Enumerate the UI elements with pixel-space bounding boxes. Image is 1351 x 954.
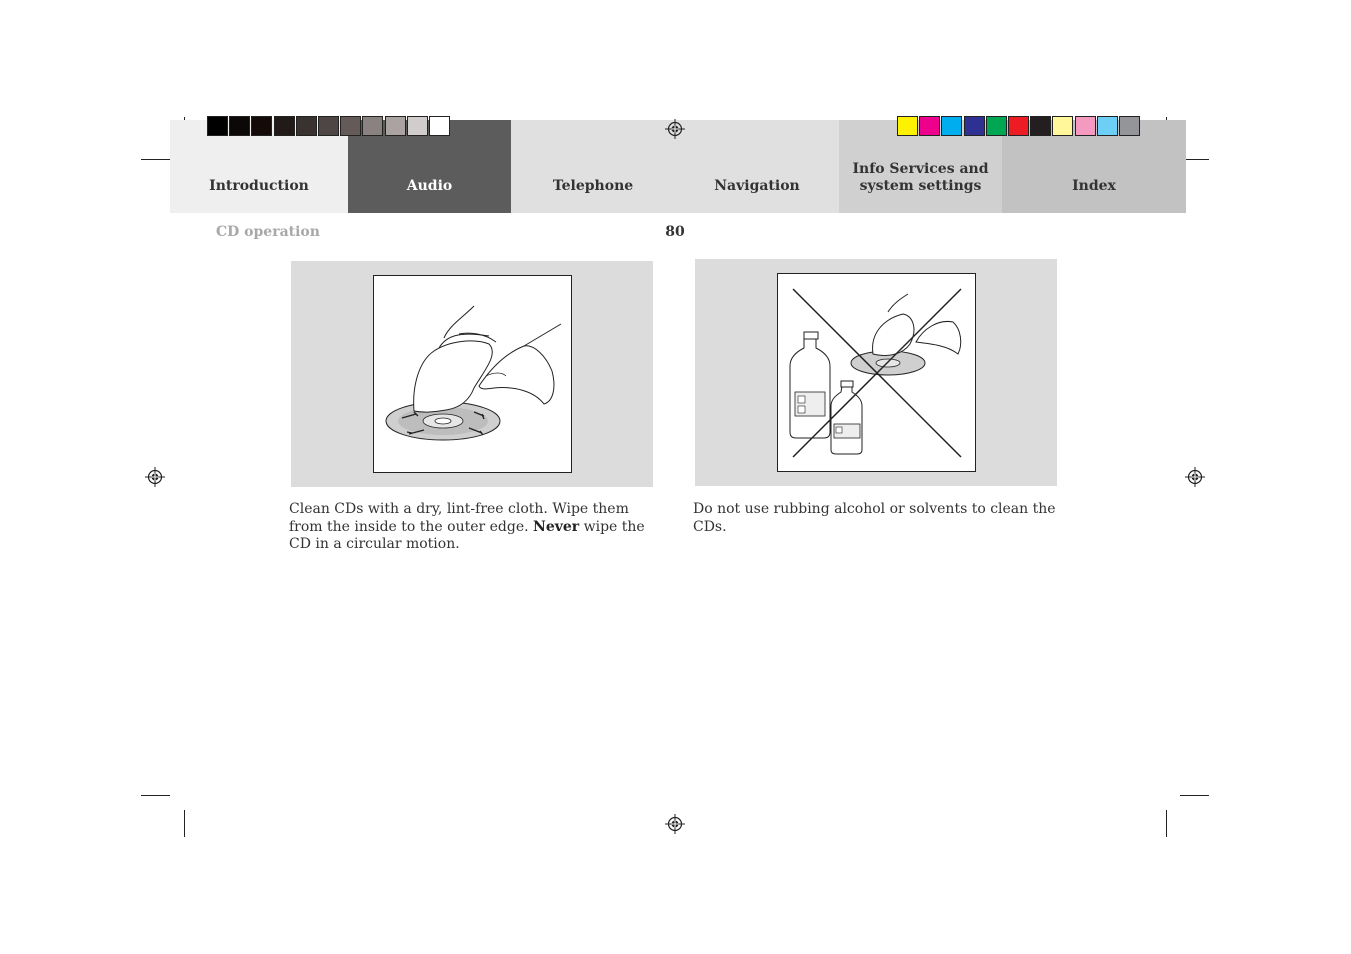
caption-text: wipe the CD in a circular motion. <box>289 518 645 552</box>
tab-label: Introduction <box>209 178 309 194</box>
color-swatch <box>429 116 450 136</box>
figure-frame <box>777 273 976 472</box>
registration-mark-icon <box>665 814 685 834</box>
crop-mark <box>1180 795 1209 796</box>
tab-label-line2: system settings <box>859 178 982 194</box>
tab-label: Telephone <box>552 178 634 194</box>
color-swatch <box>1008 116 1029 136</box>
cd-cleaning-illustration-icon <box>374 276 571 472</box>
color-swatch <box>1075 116 1096 136</box>
tab-label: Navigation <box>714 178 800 194</box>
tab-label: Index <box>1072 178 1116 194</box>
crop-mark <box>184 810 185 837</box>
section-title: CD operation <box>216 224 320 240</box>
crop-mark <box>141 795 170 796</box>
color-swatch <box>207 116 228 136</box>
color-swatch <box>897 116 918 136</box>
tab-telephone[interactable] <box>511 120 675 213</box>
color-swatch <box>385 116 406 136</box>
color-swatch <box>1030 116 1051 136</box>
tab-label-line1: Info Services and <box>852 161 989 177</box>
color-swatch <box>318 116 339 136</box>
registration-mark-icon <box>665 119 685 139</box>
color-swatch <box>964 116 985 136</box>
color-swatch <box>941 116 962 136</box>
page-number: 80 <box>665 224 685 240</box>
registration-mark-icon <box>1185 467 1205 487</box>
crop-mark <box>1166 810 1167 837</box>
tab-label: Audio <box>406 178 453 194</box>
color-swatch <box>407 116 428 136</box>
color-swatch <box>986 116 1007 136</box>
color-swatch <box>340 116 361 136</box>
tab-navigation[interactable] <box>675 120 839 213</box>
color-swatch <box>362 116 383 136</box>
caption-text: Clean CDs with a dry, lint-free cloth. Wipe them from the inside to the outer edge. <box>289 501 629 535</box>
crop-mark <box>141 159 170 160</box>
caption-emphasis: Never <box>533 518 580 535</box>
color-swatch <box>919 116 940 136</box>
color-swatch <box>251 116 272 136</box>
figure-frame <box>373 275 572 473</box>
no-solvents-illustration-icon <box>778 274 975 471</box>
color-swatch <box>296 116 317 136</box>
figure-caption <box>289 501 649 554</box>
color-swatch <box>1097 116 1118 136</box>
color-swatch <box>229 116 250 136</box>
figure-caption: Do not use rubbing alcohol or solvents to clean the CDs. <box>693 501 1056 535</box>
color-swatch <box>1119 116 1140 136</box>
color-swatch <box>274 116 295 136</box>
registration-mark-icon <box>145 467 165 487</box>
color-swatch <box>1052 116 1073 136</box>
